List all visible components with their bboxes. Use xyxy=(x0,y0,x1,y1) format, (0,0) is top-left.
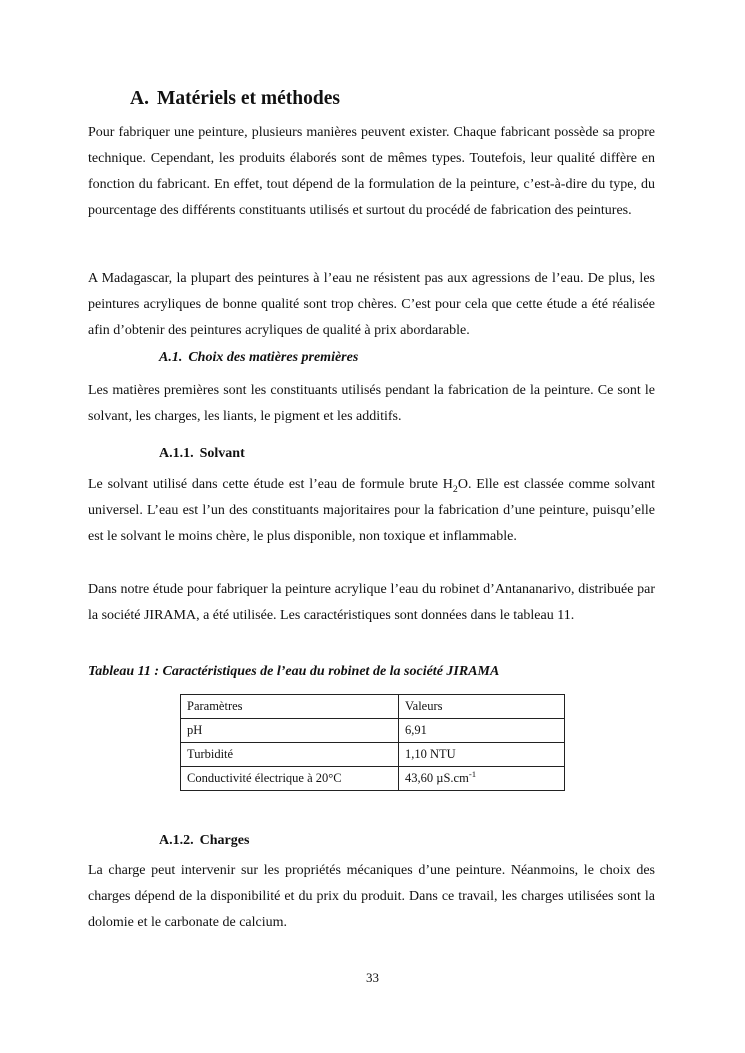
page-number: 33 xyxy=(366,970,379,985)
section-number: A.1.1. xyxy=(159,446,194,461)
section-title: Choix des matières premières xyxy=(188,350,359,365)
charges-paragraph: La charge peut intervenir sur les propriétés mécaniques d’une peinture. Néanmoins, le choix des charges dépend de la disponibilité et du prix du produit. Dans ce travail, les charges utilisées sont la dolomie et le carbonate de calcium. xyxy=(88,863,655,930)
section-heading-a12 xyxy=(159,833,249,849)
unit-exponent: -1 xyxy=(468,768,477,779)
section-heading-a xyxy=(130,88,340,110)
table-header-cell: Valeurs xyxy=(399,695,565,719)
table-cell-param: Turbidité xyxy=(181,743,399,767)
section-number: A.1. xyxy=(159,350,183,365)
value-text: 43,60 µS.cm xyxy=(405,771,469,785)
solvent-text-after: O. Elle est classée comme solvant universel. L’eau est l’un des constituants majoritaires pour la fabrication d’une peinture, puisqu’elle est le solvant le moins chère, le plus disponible, non toxique et inflammable. xyxy=(88,477,655,544)
raw-materials-paragraph: Les matières premières sont les constituants utilisés pendant la fabrication de la peinture. Ce sont le solvant, les charges, les liants, le pigment et les additifs. xyxy=(88,383,655,424)
section-number: A.1.2. xyxy=(159,833,194,848)
table-row xyxy=(181,719,565,743)
section-heading-a11 xyxy=(159,446,245,462)
section-title: Charges xyxy=(199,833,250,848)
table-row xyxy=(181,767,565,791)
table-header-row xyxy=(181,695,565,719)
table-row xyxy=(181,743,565,767)
tap-water-paragraph: Dans notre étude pour fabriquer la peinture acrylique l’eau du robinet d’Antananarivo, distribuée par la société JIRAMA, a été utilisée. Les caractéristiques sont données dans le tableau 11. xyxy=(88,582,655,623)
section-title: Solvant xyxy=(199,446,245,461)
table-header-cell: Paramètres xyxy=(181,695,399,719)
table-cell-param: Conductivité électrique à 20°C xyxy=(181,767,399,791)
section-heading-a1 xyxy=(159,350,358,366)
solvent-paragraph xyxy=(88,472,655,550)
water-subscript: 2 xyxy=(452,483,458,495)
table-cell-param: pH xyxy=(181,719,399,743)
madagascar-paragraph: A Madagascar, la plupart des peintures à l’eau ne résistent pas aux agressions de l’eau. De plus, les peintures acryliques de bonne qualité sont trop chères. C’est pour cela que cette étude a été réalisée afin d’obtenir des peintures acryliques de qualité à prix abordarable. xyxy=(88,271,655,338)
section-number: A. xyxy=(130,88,149,109)
table-caption: Tableau 11 : Caractéristiques de l’eau du robinet de la société JIRAMA xyxy=(88,664,500,679)
section-title: Matériels et méthodes xyxy=(156,88,340,109)
water-characteristics-table xyxy=(180,694,565,791)
solvent-text-before: Le solvant utilisé dans cette étude est l’eau de formule brute H xyxy=(88,477,453,492)
table-cell-value: 1,10 NTU xyxy=(399,743,565,767)
intro-paragraph: Pour fabriquer une peinture, plusieurs manières peuvent exister. Chaque fabricant possède sa propre technique. Cependant, les produits élaborés sont de mêmes types. Toutefois, leur qualité diffère en fonction du fabricant. En effet, tout dépend de la formulation de la peinture, c’est-à-dire du type, du pourcentage des différents constituants utilisés et surtout du procédé de fabrication des peintures. xyxy=(88,125,655,218)
table-cell-value: 6,91 xyxy=(399,719,565,743)
table-cell-value xyxy=(399,767,565,791)
